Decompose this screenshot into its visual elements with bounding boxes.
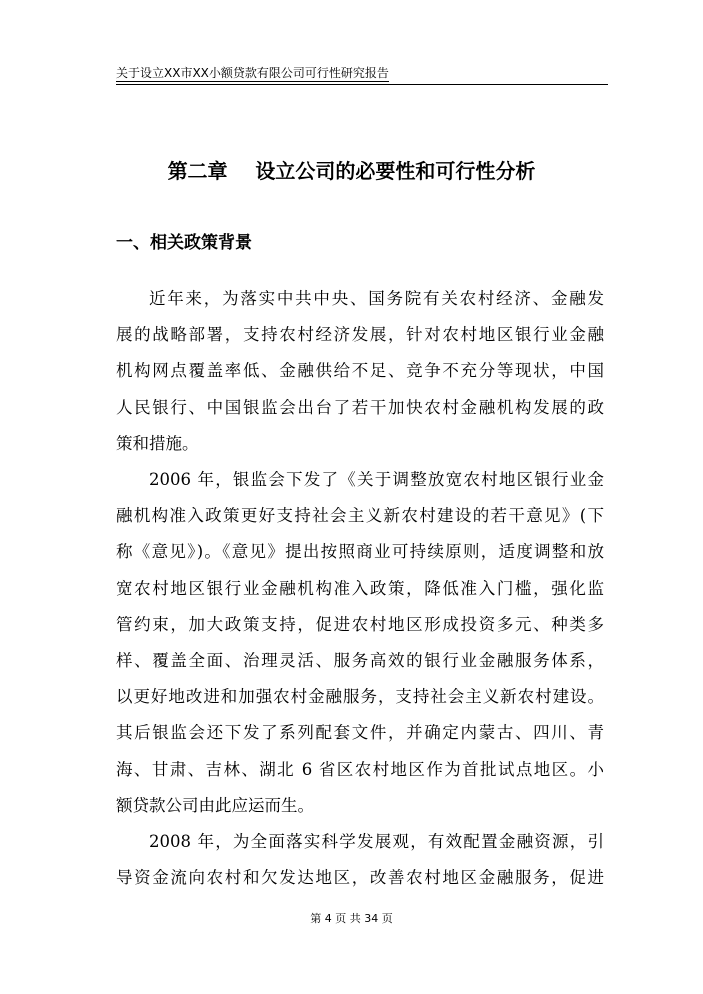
paragraph-2-line-1: 2006 年，银监会下发了《关于调整放宽农村地区银行业金 <box>149 470 604 489</box>
header-title: 关于设立XX市XX小额贷款有限公司可行性研究报告 <box>116 66 389 80</box>
paragraph-3-line-2: 导资金流向农村和欠发达地区，改善农村地区金融服务，促进 <box>116 868 604 887</box>
paragraph-1-line-2: 展的战略部署，支持农村经济发展，针对农村地区银行业金融 <box>116 325 604 344</box>
paragraph-1-line-1: 近年来，为落实中共中央、国务院有关农村经济、金融发 <box>149 289 604 308</box>
paragraph-3-line-1: 2008 年，为全面落实科学发展观，有效配置金融资源，引 <box>149 832 604 851</box>
paragraph-2-line-5: 管约束，加大政策支持，促进农村地区形成投资多元、种类多 <box>116 615 604 634</box>
page-footer: 第 4 页 共 34 页 <box>310 912 393 925</box>
paragraph-2-line-3: 称《意见》)。《意见》提出按照商业可持续原则，适度调整和放 <box>116 542 604 561</box>
chapter-title: 第二章 设立公司的必要性和可行性分析 <box>167 159 536 183</box>
page-header <box>116 64 608 85</box>
paragraph-1-line-4: 人民银行、中国银监会出台了若干加快农村金融机构发展的政 <box>116 398 604 417</box>
paragraph-2-line-9: 海、甘肃、吉林、湖北 6 省区农村地区作为首批试点地区。小 <box>116 760 604 779</box>
paragraph-2-line-8: 其后银监会还下发了系列配套文件，并确定内蒙古、四川、青 <box>116 723 604 742</box>
section-title: 一、相关政策背景 <box>116 233 252 253</box>
paragraph-1-line-5: 策和措施。 <box>116 434 199 453</box>
paragraph-2-line-4: 宽农村地区银行业金融机构准入政策，降低准入门槛，强化监 <box>116 579 604 598</box>
paragraph-2-line-2: 融机构准入政策更好支持社会主义新农村建设的若干意见》(下 <box>116 506 604 525</box>
paragraph-1-line-3: 机构网点覆盖率低、金融供给不足、竞争不充分等现状，中国 <box>116 361 604 380</box>
paragraph-2-line-6: 样、覆盖全面、治理灵活、服务高效的银行业金融服务体系， <box>116 651 604 670</box>
paragraph-2-line-10: 额贷款公司由此应运而生。 <box>116 796 314 815</box>
paragraph-2-line-7: 以更好地改进和加强农村金融服务，支持社会主义新农村建设。 <box>116 687 604 706</box>
